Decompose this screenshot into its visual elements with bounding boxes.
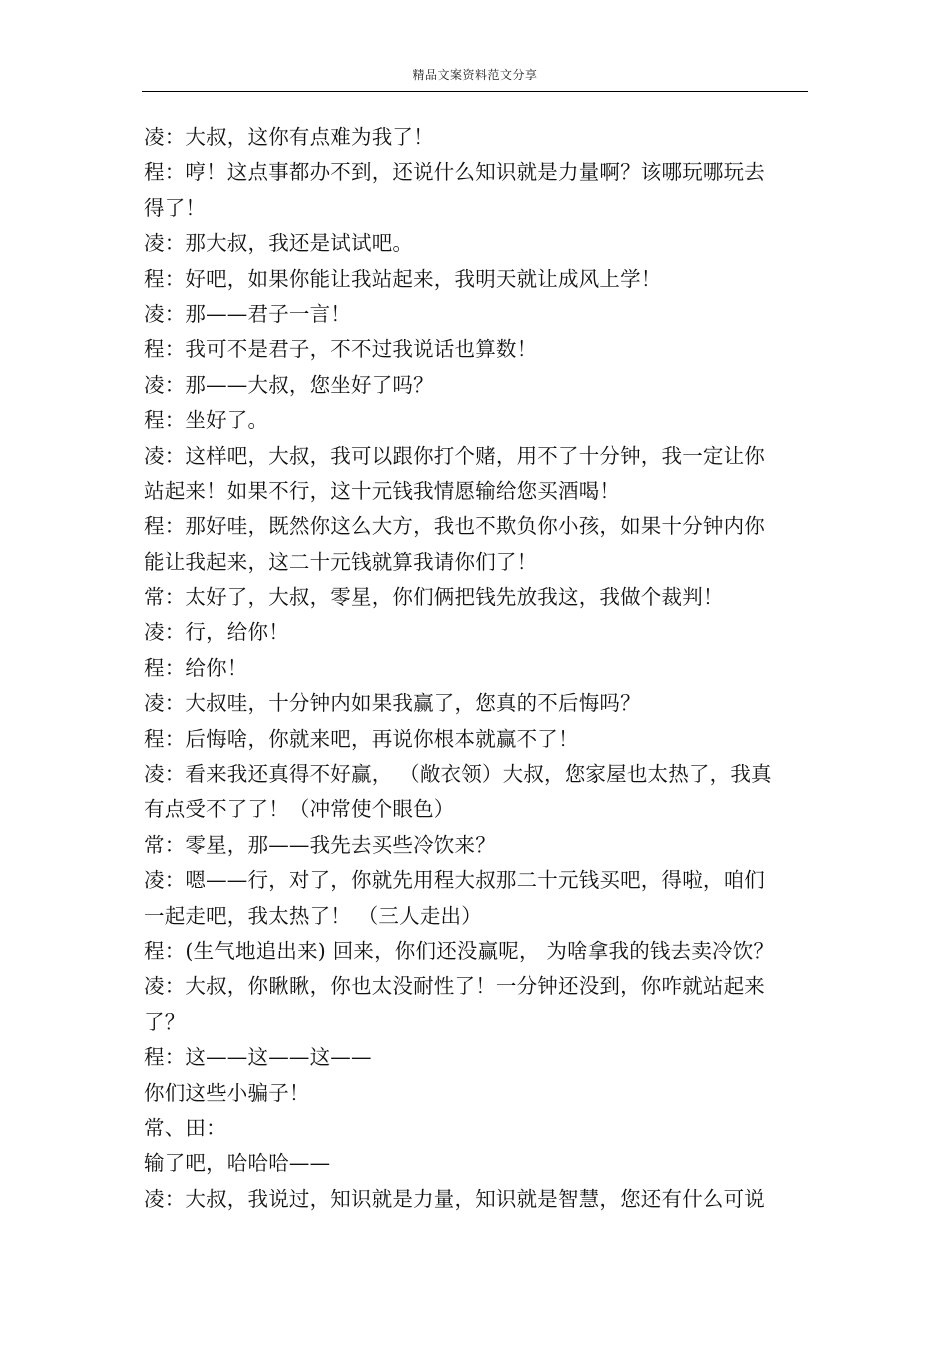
dialogue-line: 常、田： <box>144 1115 227 1140</box>
dialogue-line: 凌：大叔，我说过，知识就是力量，知识就是智慧，您还有什么可说 <box>144 1186 765 1211</box>
dialogue-line: 你们这些小骗子！ <box>144 1080 310 1105</box>
dialogue-line: 站起来！如果不行，这十元钱我情愿输给您买酒喝！ <box>144 478 621 503</box>
dialogue-line: 凌：行，给你！ <box>144 620 289 645</box>
dialogue-line: 凌：嗯——行，对了，你就先用程大叔那二十元钱买吧，得啦，咱们 <box>144 868 765 893</box>
dialogue-line: 凌：那——大叔，您坐好了吗？ <box>144 372 434 397</box>
dialogue-line: 凌：大叔，你瞅瞅，你也太没耐性了！一分钟还没到，你咋就站起来 <box>144 974 765 999</box>
dialogue-line: 常：太好了，大叔，零星，你们俩把钱先放我这，我做个裁判！ <box>144 585 724 610</box>
dialogue-line: 输了吧，哈哈哈—— <box>144 1151 331 1176</box>
dialogue-line: 程：我可不是君子，不不过我说话也算数！ <box>144 337 538 362</box>
dialogue-line: 程：坐好了。 <box>144 408 269 433</box>
dialogue-line: 凌：这样吧，大叔，我可以跟你打个赌，用不了十分钟，我一定让你 <box>144 443 765 468</box>
dialogue-line: 程：那好哇，既然你这么大方，我也不欺负你小孩，如果十分钟内你 <box>144 514 765 539</box>
dialogue-line: 能让我起来，这二十元钱就算我请你们了！ <box>144 549 538 574</box>
dialogue-line: 凌：那大叔，我还是试试吧。 <box>144 231 414 256</box>
dialogue-line: 得了！ <box>144 195 207 220</box>
dialogue-line: 有点受不了了！（冲常使个眼色） <box>144 797 455 822</box>
dialogue-line: 常：零星，那——我先去买些冷饮来？ <box>144 832 496 857</box>
dialogue-line: 凌：大叔，这你有点难为我了！ <box>144 125 434 149</box>
dialogue-line: 程：哼！这点事都办不到，还说什么知识就是力量啊？该哪玩哪玩去 <box>144 160 765 185</box>
dialogue-line: 程：这——这——这—— <box>144 1045 372 1070</box>
dialogue-body <box>144 120 784 1217</box>
header-divider <box>142 91 808 92</box>
dialogue-line: 一起走吧，我太热了！ （三人走出） <box>144 903 482 928</box>
dialogue-line: 凌：大叔哇，十分钟内如果我赢了，您真的不后悔吗？ <box>144 691 641 716</box>
dialogue-line: 了？ <box>144 1009 186 1034</box>
dialogue-line: 程：好吧，如果你能让我站起来，我明天就让成风上学！ <box>144 266 662 291</box>
dialogue-line: 凌：看来我还真得不好赢， （敞衣领）大叔，您家屋也太热了，我真 <box>144 762 772 787</box>
page-header: 精品文案资料范文分享 <box>412 68 538 82</box>
dialogue-line: 程：后悔啥，你就来吧，再说你根本就赢不了！ <box>144 726 579 751</box>
dialogue-line: 程：(生气地追出来) 回来，你们还没赢呢， 为啥拿我的钱去卖冷饮？ <box>144 938 775 963</box>
dialogue-line: 程：给你！ <box>144 655 248 680</box>
dialogue-line: 凌：那——君子一言！ <box>144 301 351 326</box>
